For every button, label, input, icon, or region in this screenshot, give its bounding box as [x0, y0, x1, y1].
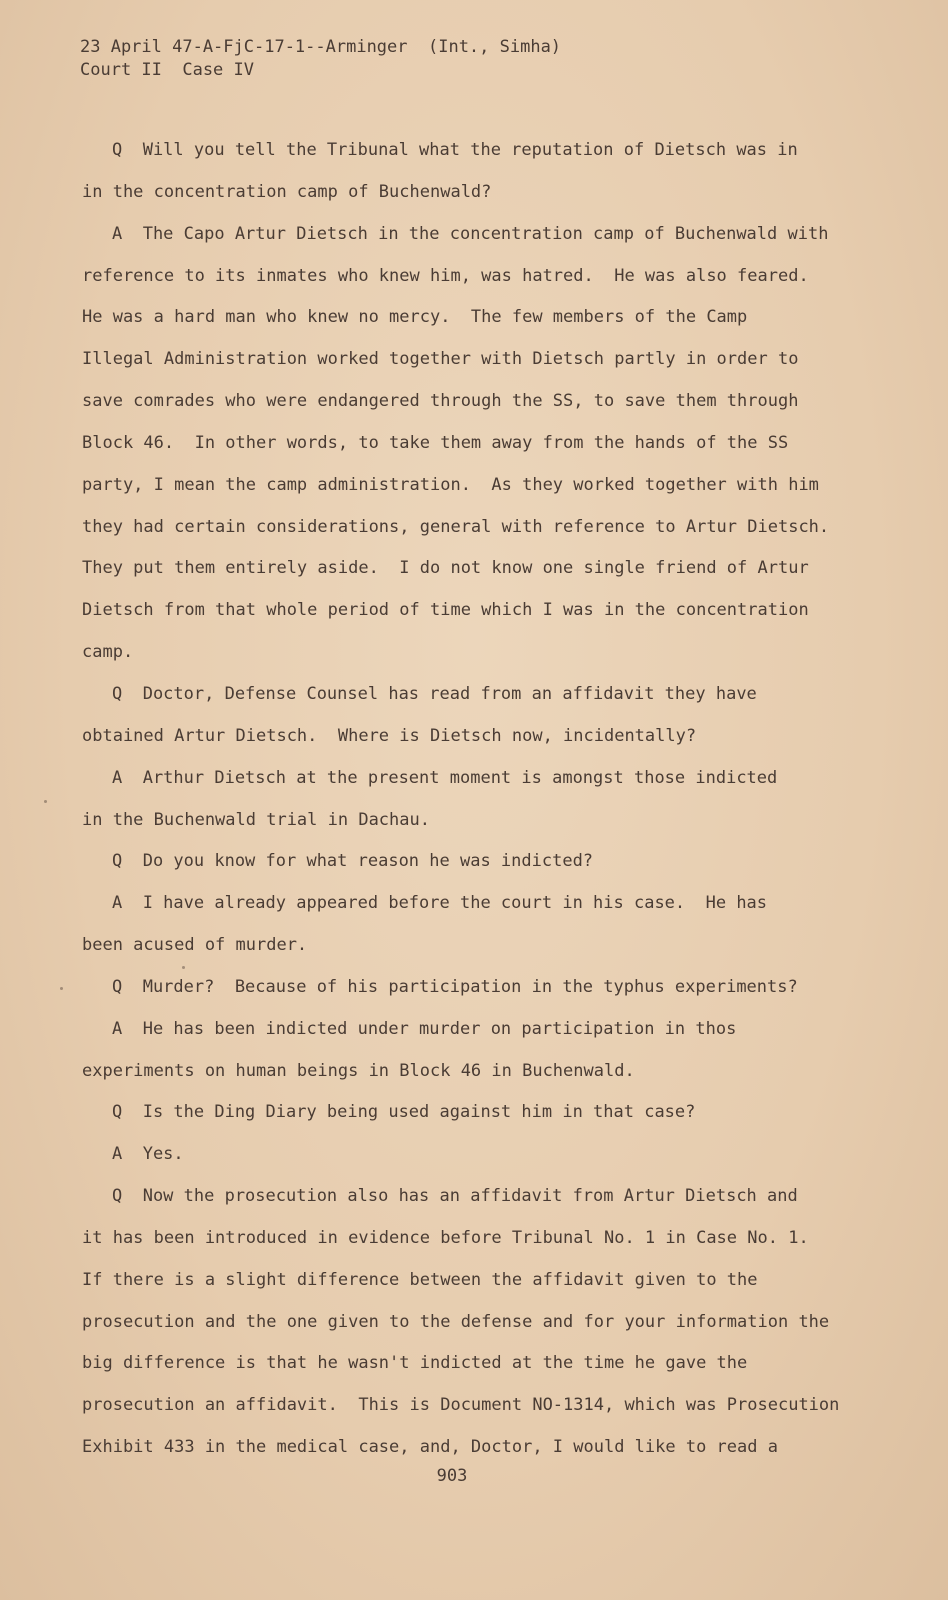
transcript-line: been acused of murder. — [82, 935, 308, 956]
paper-speck — [60, 987, 63, 990]
transcript-line: Q Doctor, Defense Counsel has read from an affidavit they have — [112, 683, 757, 704]
transcript-line: A The Capo Artur Dietsch in the concentration camp of Buchenwald with — [112, 223, 829, 244]
transcript-line: experiments on human beings in Block 46 in Buchenwald. — [82, 1060, 635, 1081]
transcript-line: Q Is the Ding Diary being used against him in that case? — [112, 1102, 696, 1123]
transcript-line: If there is a slight difference between the affidavit given to the — [82, 1269, 758, 1290]
transcript-line: in the concentration camp of Buchenwald? — [82, 181, 492, 202]
header-line-2: Court II Case IV — [80, 60, 254, 80]
transcript-line: Q Murder? Because of his participation in the typhus experiments? — [112, 976, 798, 997]
transcript-line: prosecution and the one given to the defense and for your information the — [82, 1311, 830, 1332]
transcript-line: save comrades who were endangered through the SS, to save them through — [82, 391, 799, 412]
transcript-line: A He has been indicted under murder on participation in thos — [112, 1018, 737, 1039]
transcript-line: Q Do you know for what reason he was indicted? — [112, 851, 594, 872]
transcript-line: they had certain considerations, general with reference to Artur Dietsch. — [82, 516, 830, 537]
header-line-1: 23 April 47-A-FjC-17-1--Arminger (Int., Simha) — [80, 37, 562, 57]
page-number: 903 — [436, 1466, 468, 1486]
transcript-line: He was a hard man who knew no mercy. The few members of the Camp — [82, 307, 748, 328]
transcript-line: in the Buchenwald trial in Dachau. — [82, 809, 430, 830]
paper-speck — [182, 966, 185, 969]
transcript-line: Illegal Administration worked together with Dietsch partly in order to — [82, 349, 799, 370]
transcript-line: party, I mean the camp administration. As they worked together with him — [82, 474, 819, 495]
transcript-line: obtained Artur Dietsch. Where is Dietsch now, incidentally? — [82, 725, 697, 746]
transcript-line: big difference is that he wasn't indicted at the time he gave the — [82, 1353, 748, 1374]
transcript-line: Block 46. In other words, to take them away from the hands of the SS — [82, 432, 789, 453]
transcript-line: camp. — [82, 642, 134, 663]
transcript-line: Q Now the prosecution also has an affidavit from Artur Dietsch and — [112, 1186, 798, 1207]
transcript-line: it has been introduced in evidence before Tribunal No. 1 in Case No. 1. — [82, 1227, 809, 1248]
transcript-line: They put them entirely aside. I do not know one single friend of Artur — [82, 558, 809, 579]
transcript-line: prosecution an affidavit. This is Document NO-1314, which was Prosecution — [82, 1395, 840, 1416]
transcript-body — [82, 130, 852, 1469]
transcript-line: Q Will you tell the Tribunal what the reputation of Dietsch was in — [112, 140, 798, 160]
transcript-line: A Yes. — [112, 1144, 184, 1165]
transcript-line: Exhibit 433 in the medical case, and, Doctor, I would like to read a — [82, 1437, 778, 1458]
transcript-line: A I have already appeared before the court in his case. He has — [112, 893, 768, 914]
page-header — [80, 36, 561, 82]
paper-speck — [44, 800, 47, 803]
transcript-line: reference to its inmates who knew him, was hatred. He was also feared. — [82, 265, 809, 286]
transcript-line: Dietsch from that whole period of time which I was in the concentration — [82, 600, 809, 621]
transcript-line: A Arthur Dietsch at the present moment is amongst those indicted — [112, 767, 778, 788]
